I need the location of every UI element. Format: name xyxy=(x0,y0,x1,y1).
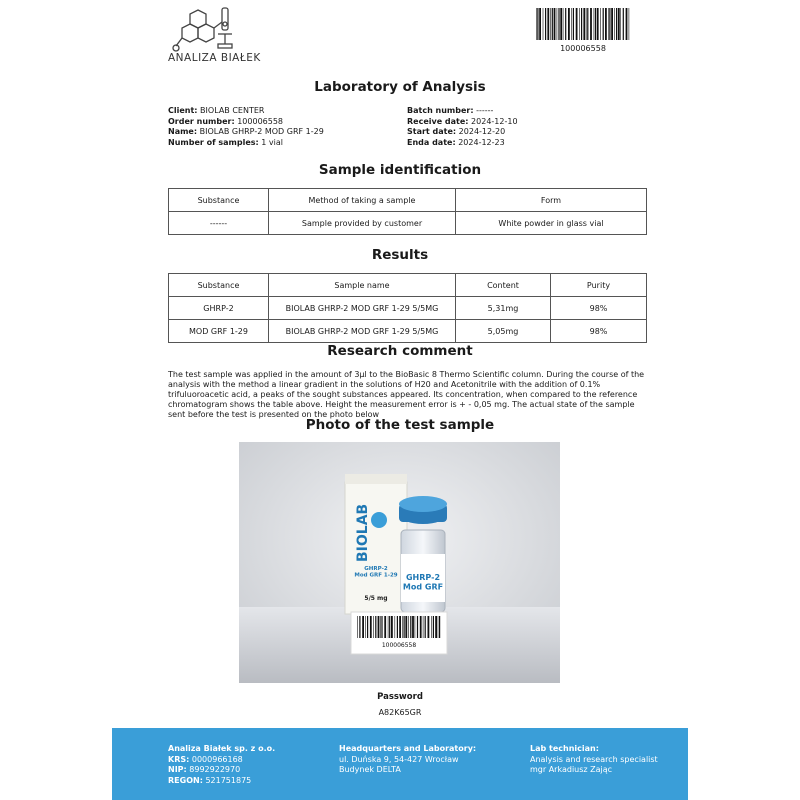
footer-company: Analiza Białek sp. z o.o. KRS: 0000966168 NIP: 8992922970 REGON: 521751875 xyxy=(168,744,276,785)
table-header: Purity xyxy=(551,274,647,297)
table-header: Substance xyxy=(169,274,269,297)
table-header: Method of taking a sample xyxy=(269,189,456,212)
sticker-number: 100006558 xyxy=(381,642,417,649)
info-start-date: Start date: 2024-12-20 xyxy=(407,127,506,136)
sample-photo-illustration xyxy=(239,442,560,683)
table-cell: ------ xyxy=(169,212,269,235)
product-box xyxy=(345,474,407,614)
info-name: Name: BIOLAB GHRP-2 MOD GRF 1-29 xyxy=(168,127,324,136)
vial-label: GHRP-2 Mod GRF xyxy=(402,573,444,592)
sample-photo xyxy=(239,442,560,683)
footer xyxy=(112,728,688,800)
info-order-number: Order number: 100006558 xyxy=(168,116,284,126)
box-dose: 5/5 mg xyxy=(364,595,388,602)
table-cell: 98% xyxy=(551,320,647,343)
table-cell: Sample provided by customer xyxy=(269,212,456,235)
info-receive-date: Receive date: 2024-12-10 xyxy=(407,116,518,126)
password-value: A82K65GR xyxy=(378,708,422,717)
sample-identification-heading: Sample identification xyxy=(318,162,482,178)
page-title: Laboratory of Analysis xyxy=(314,79,486,95)
table-cell: BIOLAB GHRP-2 MOD GRF 1-29 5/5MG xyxy=(269,320,456,343)
footer-lab-technician: Lab technician: Analysis and research specialist mgr Arkadiusz Zając xyxy=(530,744,658,774)
barcode-number: 100006558 xyxy=(560,44,606,53)
table-header: Content xyxy=(456,274,551,297)
box-label: GHRP-2 Mod GRF 1-29 xyxy=(354,566,398,579)
table-row xyxy=(169,297,647,320)
table-cell: 5,05mg xyxy=(456,320,551,343)
research-comment-heading: Research comment xyxy=(327,343,473,359)
results-heading: Results xyxy=(371,247,429,263)
table-header: Form xyxy=(456,189,647,212)
info-batch-number: Batch number: ------ xyxy=(407,106,494,115)
table-cell: BIOLAB GHRP-2 MOD GRF 1-29 5/5MG xyxy=(269,297,456,320)
info-left xyxy=(168,106,324,148)
info-client: Client: BIOLAB CENTER xyxy=(168,106,265,115)
table-cell: MOD GRF 1-29 xyxy=(169,320,269,343)
barcode-sticker xyxy=(351,612,447,654)
table-cell: 98% xyxy=(551,297,647,320)
table-cell: White powder in glass vial xyxy=(456,212,647,235)
info-right xyxy=(407,106,518,148)
logo-text: ANALIZA BIAŁEK xyxy=(168,52,261,64)
table-row xyxy=(169,320,647,343)
barcode xyxy=(535,8,631,40)
footer-headquarters: Headquarters and Laboratory: ul. Duńska 9, 54-427 Wrocław Budynek DELTA xyxy=(339,744,477,774)
sample-identification-table xyxy=(168,188,647,235)
info-number-of-samples: Number of samples: 1 vial xyxy=(168,137,283,147)
table-cell: 5,31mg xyxy=(456,297,551,320)
info-end-date: Enda date: 2024-12-23 xyxy=(407,137,505,147)
results-table xyxy=(168,273,647,343)
table-header: Sample name xyxy=(269,274,456,297)
box-brand: BIOLAB xyxy=(355,503,371,562)
table-header: Substance xyxy=(169,189,269,212)
vial xyxy=(399,496,447,612)
table-row xyxy=(169,212,647,235)
table-cell: GHRP-2 xyxy=(169,297,269,320)
photo-heading: Photo of the test sample xyxy=(305,417,495,433)
password-label: Password xyxy=(377,692,423,702)
research-comment-text: The test sample was applied in the amount of 3µl to the BioBasic 8 Thermo Scientific column. During the course of the analysis with the method a linear gradient in the solutions of H20 and Acetonitrile with the addition of 0.1% trifuluoroacetic acid, a peaks of the sought substances appeared. Its concentration, when compared to the reference chromatogram shows the table above. Height the measurement error is + - 0,05 mg. The actual state of the sample sent before the test is presented on the photo below xyxy=(168,370,645,419)
